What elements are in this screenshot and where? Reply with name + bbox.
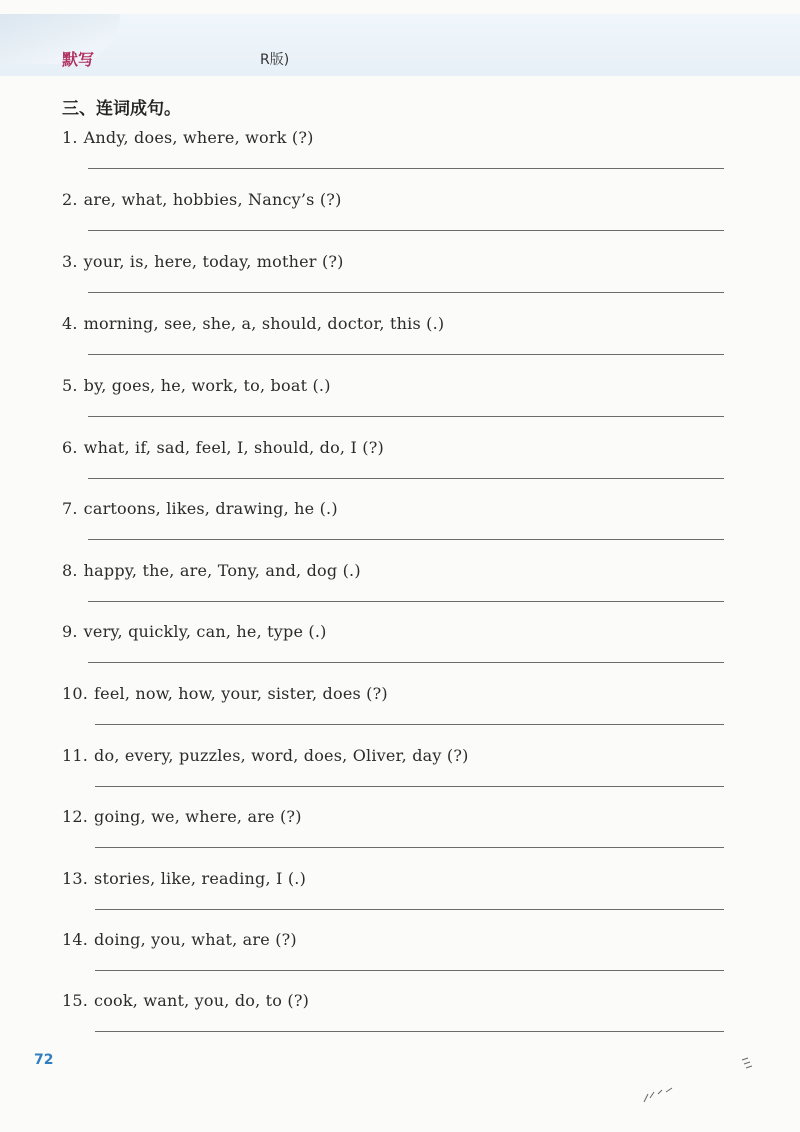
question-item — [62, 807, 724, 869]
answer-line[interactable] — [88, 416, 724, 417]
question-text — [62, 684, 388, 703]
answer-line[interactable] — [95, 909, 724, 910]
question-number: 13. — [62, 869, 89, 888]
question-number: 12. — [62, 807, 89, 826]
answer-line[interactable] — [88, 478, 724, 479]
question-item — [62, 190, 724, 252]
question-words: what, if, sad, feel, I, should, do, I (?) — [83, 438, 384, 457]
question-item — [62, 376, 724, 438]
answer-line[interactable] — [88, 354, 724, 355]
question-number: 1. — [62, 128, 78, 147]
question-item — [62, 499, 724, 561]
answer-line[interactable] — [88, 662, 724, 663]
question-item — [62, 746, 724, 808]
question-words: going, we, where, are (?) — [94, 807, 302, 826]
question-words: by, goes, he, work, to, boat (.) — [83, 376, 331, 395]
answer-line[interactable] — [88, 292, 724, 293]
answer-line[interactable] — [88, 230, 724, 231]
question-words: your, is, here, today, mother (?) — [83, 252, 344, 271]
question-text — [62, 561, 361, 580]
question-words: are, what, hobbies, Nancy’s (?) — [83, 190, 342, 209]
question-words: feel, now, how, your, sister, does (?) — [94, 684, 388, 703]
question-number: 2. — [62, 190, 78, 209]
question-text — [62, 252, 344, 271]
question-number: 14. — [62, 930, 89, 949]
question-item — [62, 438, 724, 500]
question-words: do, every, puzzles, word, does, Oliver, day (?) — [94, 746, 469, 765]
answer-line[interactable] — [88, 539, 724, 540]
question-words: doing, you, what, are (?) — [94, 930, 297, 949]
question-item — [62, 128, 724, 190]
question-words: cartoons, likes, drawing, he (.) — [83, 499, 338, 518]
question-number: 8. — [62, 561, 78, 580]
question-number: 10. — [62, 684, 89, 703]
question-text — [62, 807, 302, 826]
answer-line[interactable] — [95, 970, 724, 971]
header-band — [0, 14, 800, 76]
question-number: 4. — [62, 314, 78, 333]
question-number: 6. — [62, 438, 78, 457]
question-number: 3. — [62, 252, 78, 271]
pen-mark — [738, 1054, 758, 1074]
question-words: cook, want, you, do, to (?) — [94, 991, 310, 1010]
question-text — [62, 314, 444, 333]
question-words: morning, see, she, a, should, doctor, this (.) — [83, 314, 445, 333]
answer-line[interactable] — [88, 601, 724, 602]
question-text — [62, 128, 314, 147]
question-text — [62, 869, 306, 888]
question-item — [62, 622, 724, 684]
edition-label: R版) — [260, 52, 290, 68]
question-words: happy, the, are, Tony, and, dog (.) — [83, 561, 361, 580]
question-item — [62, 252, 724, 314]
question-number: 7. — [62, 499, 78, 518]
question-words: Andy, does, where, work (?) — [83, 128, 314, 147]
question-text — [62, 438, 384, 457]
question-text — [62, 190, 342, 209]
question-number: 9. — [62, 622, 78, 641]
question-item — [62, 930, 724, 992]
question-item — [62, 561, 724, 623]
question-text — [62, 746, 469, 765]
question-number: 5. — [62, 376, 78, 395]
question-text — [62, 622, 327, 641]
answer-line[interactable] — [95, 786, 724, 787]
question-text — [62, 499, 338, 518]
question-text — [62, 376, 331, 395]
answer-line[interactable] — [95, 847, 724, 848]
answer-line[interactable] — [95, 724, 724, 725]
section-heading: 三、连词成句。 — [62, 99, 181, 119]
question-item — [62, 684, 724, 746]
answer-line[interactable] — [95, 1031, 724, 1032]
question-words: stories, like, reading, I (.) — [94, 869, 307, 888]
page-number: 72 — [34, 1052, 54, 1068]
answer-line[interactable] — [88, 168, 724, 169]
question-item — [62, 991, 724, 1053]
question-text — [62, 930, 297, 949]
question-number: 15. — [62, 991, 89, 1010]
question-text — [62, 991, 309, 1010]
question-item — [62, 869, 724, 931]
question-item — [62, 314, 724, 376]
question-number: 11. — [62, 746, 89, 765]
book-title: 默写 — [62, 50, 95, 69]
pen-scribble — [640, 1072, 690, 1108]
question-words: very, quickly, can, he, type (.) — [83, 622, 327, 641]
